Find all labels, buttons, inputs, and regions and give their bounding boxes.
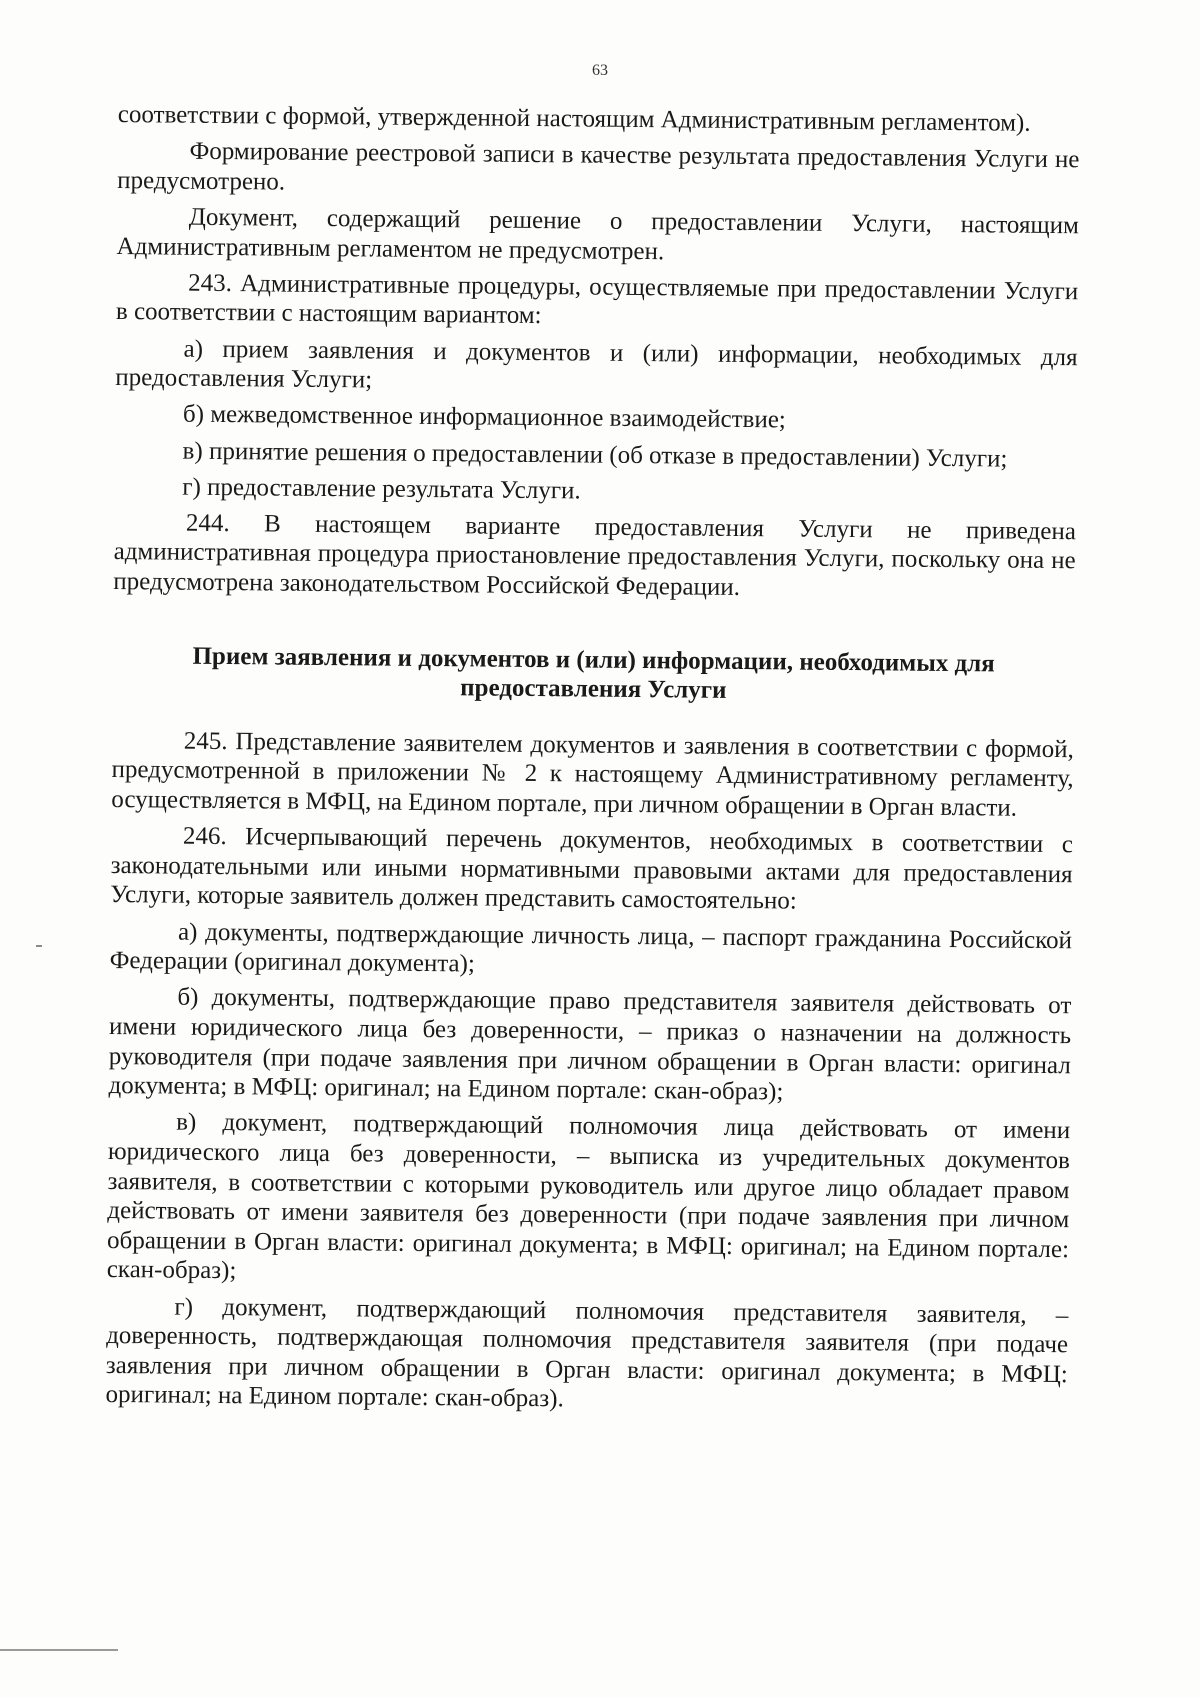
scan-edge-line [0, 1649, 118, 1651]
paragraph: б) документы, подтверждающие право представителя заявителя действовать от имени юридического лица без доверенности, – приказ о назначении на должность руководителя (при подаче заявления при личном обращении в Орган власти: оригинал документа; в МФЦ: оригинал; на Едином портале: скан-образ); [108, 983, 1072, 1106]
paragraph: 244. В настоящем варианте предоставления Услуги не приведена административная процедура приостановление предоставления Услуги, поскольку она не предусмотрена законодательством Российской Федерации. [113, 509, 1077, 602]
paragraphs-bottom [105, 726, 1074, 1419]
paragraph: соответствии с формой, утвержденной настоящим Административным регламентом). [117, 100, 1031, 137]
paragraph: в) принятие решения о предоставлении (об отказе в предоставлении) Услуги; [182, 437, 1008, 473]
paragraph: г) документ, подтверждающий полномочия представителя заявителя, – доверенность, подтверждающая полномочия представителя заявителя (при подаче заявления при личном обращении в Орган власти: оригинал документа; в МФЦ: оригинал; на Едином портале: скан-образ). [105, 1293, 1069, 1413]
document-body [105, 100, 1080, 1426]
paragraph: в) документ, подтверждающий полномочия лица действовать от имени юридического лица без доверенности, – выписка из учредительных документов заявителя, в соответствии с которыми руководитель или другое лицо обладает правом действовать от имени заявителя без доверенности (при подаче заявления при личном обращении в Орган власти: оригинал документа; в МФЦ: оригинал; на Едином портале: скан-образ); [106, 1108, 1071, 1285]
paragraph: б) межведомственное информационное взаимодействие; [182, 400, 786, 434]
paragraph: Документ, содержащий решение о предоставлении Услуги, настоящим Административным регламентом не предусмотрен. [116, 203, 1079, 265]
paragraph: Формирование реестровой записи в качестве результата предоставления Услуги не предусмотрено. [117, 137, 1080, 196]
page-number: 63 [592, 62, 608, 79]
section-heading: Прием заявления и документов и (или) информации, необходимых для предоставления Услуги [192, 642, 995, 705]
paragraph: 243. Административные процедуры, осуществляемые при предоставлении Услуги в соответствии с настоящим вариантом: [115, 269, 1079, 330]
paragraph: а) документы, подтверждающие личность лица, – паспорт гражданина Российской Федерации (оригинал документа); [109, 918, 1073, 978]
paragraph: 245. Представление заявителем документов и заявления в соответствии с формой, предусмотренной в приложении № 2 к настоящему Административному регламенту, осуществляется в МФЦ, на Едином портале, при личном обращении в Орган власти. [111, 727, 1074, 822]
paragraph: 246. Исчерпывающий перечень документов, необходимых в соответствии с законодательными или иными нормативными правовыми актами для предоставления Услуги, которые заявитель должен представить самостоятельно: [110, 822, 1074, 915]
paragraphs-top [113, 100, 1080, 606]
scan-speck [36, 945, 42, 947]
paragraph: а) прием заявления и документов и (или) информации, необходимых для предоставления Услуги; [115, 335, 1078, 394]
paragraph: г) предоставление результата Услуги. [182, 473, 581, 505]
